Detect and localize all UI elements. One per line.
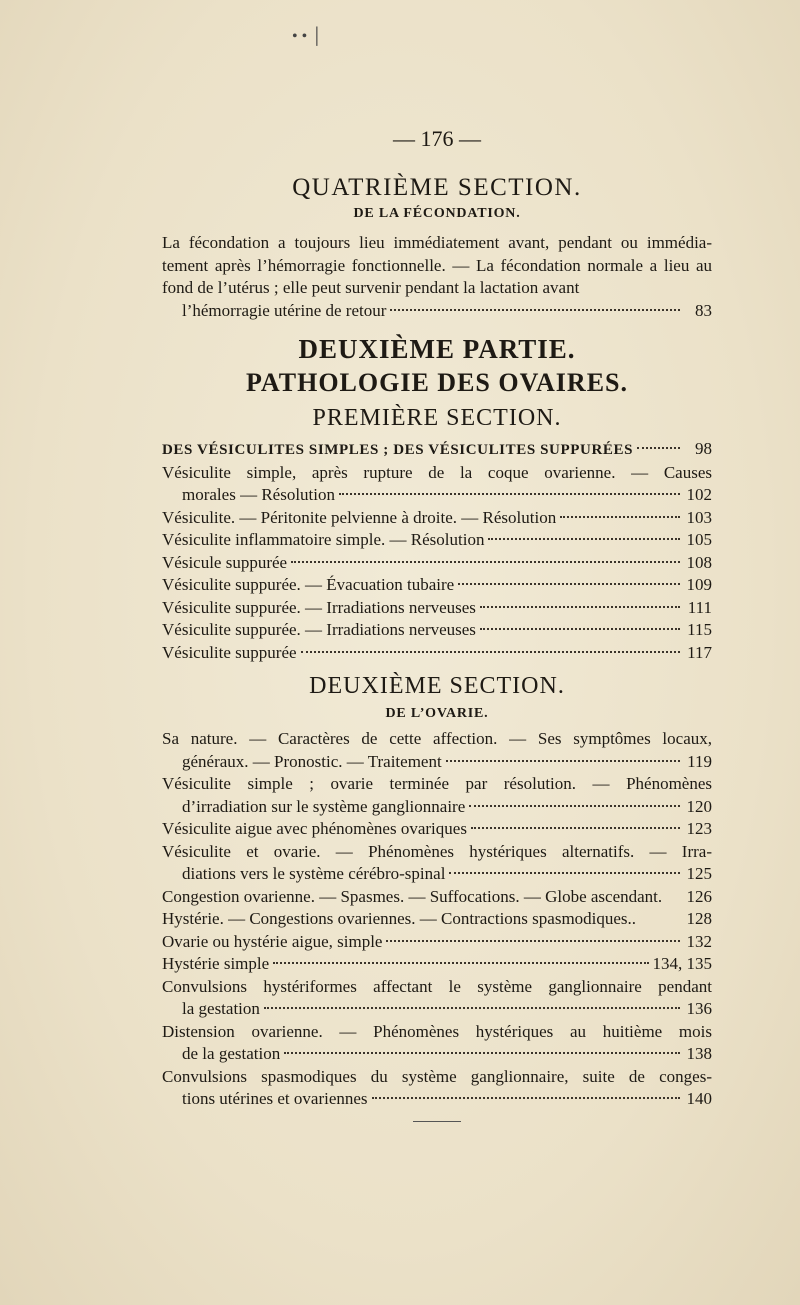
- toc-entry-text: Hystérie. — Congestions ovariennes. — Contractions spasmodiques..: [162, 909, 637, 928]
- toc-page-ref: 115: [687, 620, 712, 639]
- toc-entry-text: d’irradiation sur le système ganglionnaire: [182, 796, 466, 816]
- toc-list-section-2: [162, 728, 712, 1111]
- toc-entry-text: tions utérines et ovariennes: [182, 1089, 368, 1108]
- toc-entry-line: [162, 796, 712, 819]
- toc-entry-line: [162, 841, 712, 864]
- toc-entry: [162, 953, 712, 976]
- content: [162, 126, 712, 1122]
- toc-entry-line: [162, 818, 712, 841]
- dot-leader: [291, 561, 680, 563]
- toc-entry: [162, 462, 712, 507]
- toc-page-ref: 140: [686, 1089, 712, 1108]
- dot-leader: [386, 940, 680, 942]
- toc-entry-line: [162, 507, 712, 530]
- toc-entry: [162, 619, 712, 642]
- dot-leader: [560, 516, 680, 518]
- toc-page-ref: 117: [687, 642, 712, 662]
- toc-entry-text: Vésiculite simple ; ovarie terminée par résolution. — Phénomènes: [162, 774, 712, 793]
- toc-entry-line: [162, 931, 712, 954]
- toc-entry: [162, 841, 712, 886]
- toc-entry-text: Vésiculite suppurée. — Irradiations nerveuses: [162, 597, 476, 617]
- toc-page-ref: 134, 135: [652, 954, 712, 973]
- toc-entry-line: [162, 953, 712, 976]
- dot-leader: [273, 962, 648, 964]
- toc-entry-text: morales — Résolution: [182, 485, 335, 504]
- toc-page-ref: 125: [686, 864, 712, 883]
- toc-entry: [162, 886, 712, 909]
- section-heading-1: PREMIÈRE SECTION.: [312, 405, 562, 431]
- toc-entry: [162, 232, 712, 322]
- toc-entry-text: Distension ovarienne. — Phénomènes hystériques au huitième mois: [162, 1021, 712, 1041]
- toc-list-section-1: [162, 438, 712, 664]
- dot-leader: [449, 872, 680, 874]
- toc-entry-text-multiline: [162, 232, 712, 300]
- toc-entry-line: [162, 1021, 712, 1044]
- dot-leader: [469, 805, 680, 807]
- toc-page-ref: 111: [687, 597, 712, 617]
- dot-leader: [390, 309, 680, 311]
- toc-entry: [162, 818, 712, 841]
- toc-entry-line: [162, 886, 712, 909]
- toc-entry-line: [162, 619, 712, 642]
- section-subheading-4: DE LA FÉCONDATION.: [353, 206, 521, 221]
- toc-entry-line: [162, 438, 712, 462]
- dot-leader: [339, 493, 680, 495]
- section-heading-4: QUATRIÈME SECTION.: [292, 174, 582, 201]
- toc-entry-last-line: [162, 300, 712, 323]
- toc-entry-text: Vésiculite suppurée: [162, 642, 297, 662]
- toc-entry: [162, 1066, 712, 1111]
- dot-leader: [637, 447, 680, 449]
- section-subheading-2: DE L’OVARIE.: [385, 706, 489, 721]
- toc-entry-line: [162, 1088, 712, 1111]
- toc-entry: [162, 642, 712, 665]
- section-heading-2: DEUXIÈME SECTION.: [309, 673, 565, 699]
- page-number: — 176 —: [393, 126, 481, 151]
- toc-entry: [162, 908, 712, 931]
- dot-leader: [458, 583, 680, 585]
- toc-entry: [162, 529, 712, 552]
- toc-entry-line: [162, 908, 712, 931]
- toc-entry-line: [162, 863, 712, 886]
- toc-page-ref: 126: [686, 886, 712, 906]
- dot-leader: [446, 760, 680, 762]
- toc-page-ref: 119: [687, 751, 712, 771]
- toc-entry: [162, 552, 712, 575]
- dot-leader: [488, 538, 680, 540]
- dot-leader: [471, 827, 680, 829]
- dot-leader: [301, 651, 680, 653]
- toc-page-ref: 105: [686, 530, 712, 549]
- toc-entry-text: Vésiculite et ovarie. — Phénomènes hystériques alternatifs. — Irra-: [162, 841, 712, 861]
- toc-entry: [162, 773, 712, 818]
- toc-entry-line: [162, 728, 712, 751]
- toc-page-ref: 83: [695, 300, 712, 320]
- toc-entry-line: [162, 462, 712, 485]
- toc-entry-text: Congestion ovarienne. — Spasmes. — Suffocations. — Globe ascendant.: [162, 886, 663, 906]
- toc-page-ref: 138: [686, 1044, 712, 1063]
- dot-leader: [264, 1007, 680, 1009]
- end-rule: [413, 1121, 461, 1122]
- toc-entry-text: Vésiculite simple, après rupture de la coque ovarienne. — Causes: [162, 462, 712, 482]
- toc-entry: [162, 574, 712, 597]
- toc-entry-text: généraux. — Pronostic. — Traitement: [182, 751, 442, 771]
- toc-entry-text: Vésiculite suppurée. — Irradiations nerveuses: [162, 620, 476, 639]
- toc-entry: [162, 438, 712, 462]
- toc-page-ref: 132: [686, 931, 712, 951]
- toc-entry-line: [162, 484, 712, 507]
- toc-entry-text: Vésiculite suppurée. — Évacuation tubaire: [162, 575, 455, 594]
- toc-entry-text: Convulsions hystériformes affectant le système ganglionnaire pendant: [162, 976, 712, 996]
- toc-entry-line: [162, 998, 712, 1021]
- toc-entry-text: DES VÉSICULITES SIMPLES ; DES VÉSICULITES SUPPURÉES: [162, 442, 634, 458]
- toc-entry-text: Ovarie ou hystérie aigue, simple: [162, 931, 383, 951]
- toc-entry-text: de la gestation: [182, 1044, 281, 1063]
- toc-entry-line: [162, 574, 712, 597]
- toc-entry-text: Vésiculite inflammatoire simple. — Résolution: [162, 530, 485, 549]
- toc-entry: [162, 597, 712, 620]
- toc-entry-line: [162, 552, 712, 575]
- toc-page-ref: 102: [686, 485, 712, 504]
- toc-page-ref: 123: [686, 819, 712, 838]
- dot-leader: [372, 1097, 680, 1099]
- toc-entry-text: Vésiculite. — Péritonite pelvienne à droite. — Résolution: [162, 507, 557, 527]
- toc-entry-line: [162, 751, 712, 774]
- dot-leader: [480, 628, 680, 630]
- toc-page-ref: 120: [686, 796, 712, 816]
- dot-leader: [480, 606, 680, 608]
- toc-entry-text: Sa nature. — Caractères de cette affection. — Ses symptômes locaux,: [162, 729, 712, 748]
- toc-entry-line: [162, 529, 712, 552]
- toc-entry: [162, 728, 712, 773]
- toc-entry-text: Convulsions spasmodiques du système ganglionnaire, suite de conges-: [162, 1066, 712, 1086]
- toc-entry-text: Hystérie simple: [162, 954, 270, 973]
- toc-entry-text: Vésiculite aigue avec phénomènes ovariques: [162, 819, 467, 838]
- toc-entry-text: Vésicule suppurée: [162, 552, 288, 572]
- toc-entry-line: [162, 597, 712, 620]
- toc-entry: [162, 976, 712, 1021]
- toc-entry-text: diations vers le système cérébro-spinal: [182, 864, 446, 883]
- toc-page-ref: 98: [695, 439, 712, 458]
- toc-entry: [162, 931, 712, 954]
- toc-entry-tail: l’hémorragie utérine de retour: [182, 300, 387, 320]
- toc-page-ref: 109: [686, 575, 712, 594]
- toc-entry-line: [162, 1043, 712, 1066]
- toc-entry-line: [162, 773, 712, 796]
- toc-entry-line: [162, 1066, 712, 1089]
- toc-page-ref: 128: [686, 909, 712, 928]
- dot-leader: [284, 1052, 680, 1054]
- toc-page-ref: 103: [686, 507, 712, 527]
- toc-entry: [162, 1021, 712, 1066]
- ink-mark: • • │: [292, 28, 323, 45]
- toc-entry-line: [162, 642, 712, 665]
- toc-page-ref: 108: [686, 552, 712, 572]
- toc-entry-text: la gestation: [182, 999, 260, 1018]
- toc-entry: [162, 507, 712, 530]
- part-heading: DEUXIÈME PARTIE.: [298, 334, 576, 364]
- part-subheading: PATHOLOGIE DES OVAIRES.: [245, 368, 629, 397]
- toc-page-ref: 136: [686, 999, 712, 1018]
- toc-entry-lead: La fécondation a toujours lieu immédiatement avant, pendant ou immédia-tement après l’hémorragie fonctionnelle. — La fécondation normale a lieu au fond de l’utérus ; elle peut survenir pendant la lactation avant: [162, 233, 712, 297]
- toc-entry-line: [162, 976, 712, 999]
